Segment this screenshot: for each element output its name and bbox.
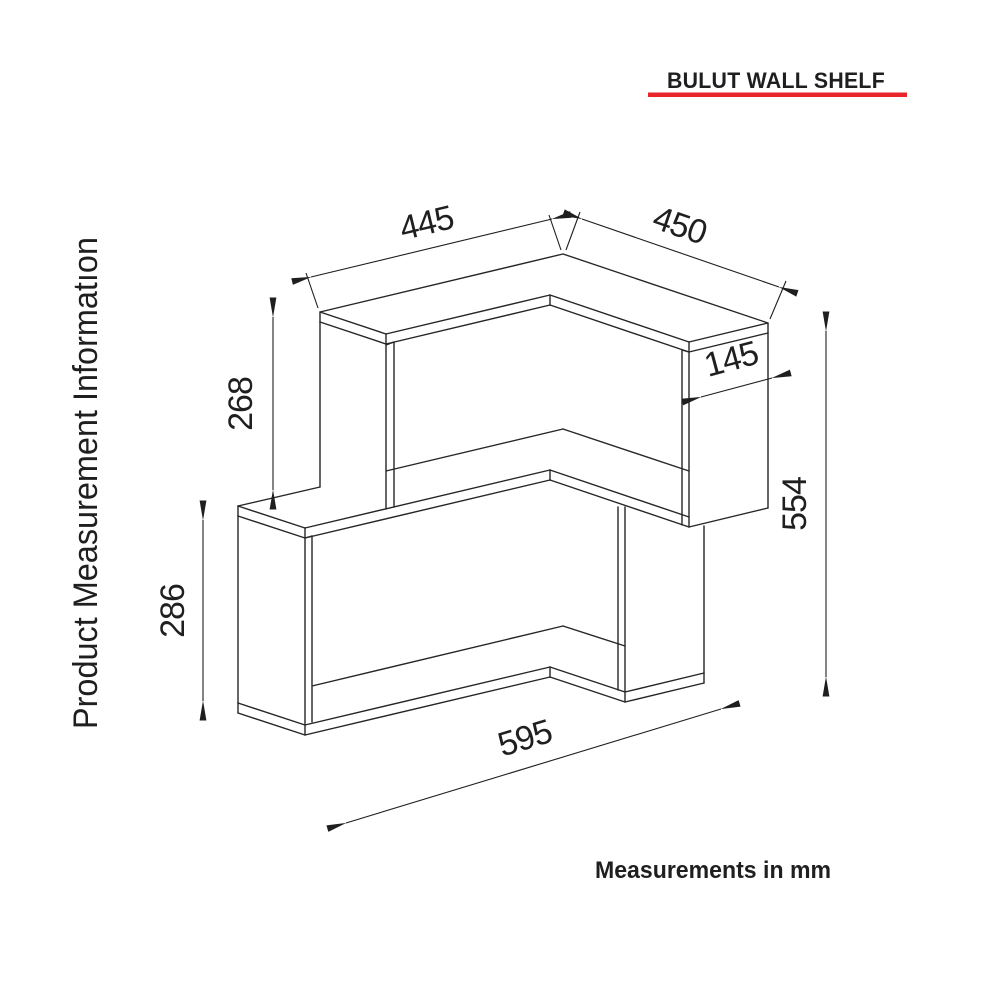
header <box>648 68 907 97</box>
dim-label-268: 268 <box>222 377 260 431</box>
lower-right-panel <box>618 507 704 692</box>
dim-label-450: 450 <box>647 198 712 253</box>
upper-left-panel <box>320 322 394 509</box>
units-note: Measurements in mm <box>595 857 831 884</box>
bottom-board <box>238 626 704 735</box>
dim-label-554: 554 <box>776 477 814 531</box>
middle-board <box>238 429 689 538</box>
dim-label-445: 445 <box>395 198 457 249</box>
title-underline <box>648 93 907 98</box>
dim-label-595: 595 <box>493 712 557 765</box>
lower-left-panel <box>238 516 312 725</box>
dim-label-286: 286 <box>154 584 192 638</box>
top-board <box>320 254 768 352</box>
side-caption: Product Measurement Informatıon <box>67 213 105 729</box>
page-title: BULUT WALL SHELF <box>667 68 885 93</box>
shelf-drawing <box>238 254 768 735</box>
dim-label-145: 145 <box>700 334 763 385</box>
